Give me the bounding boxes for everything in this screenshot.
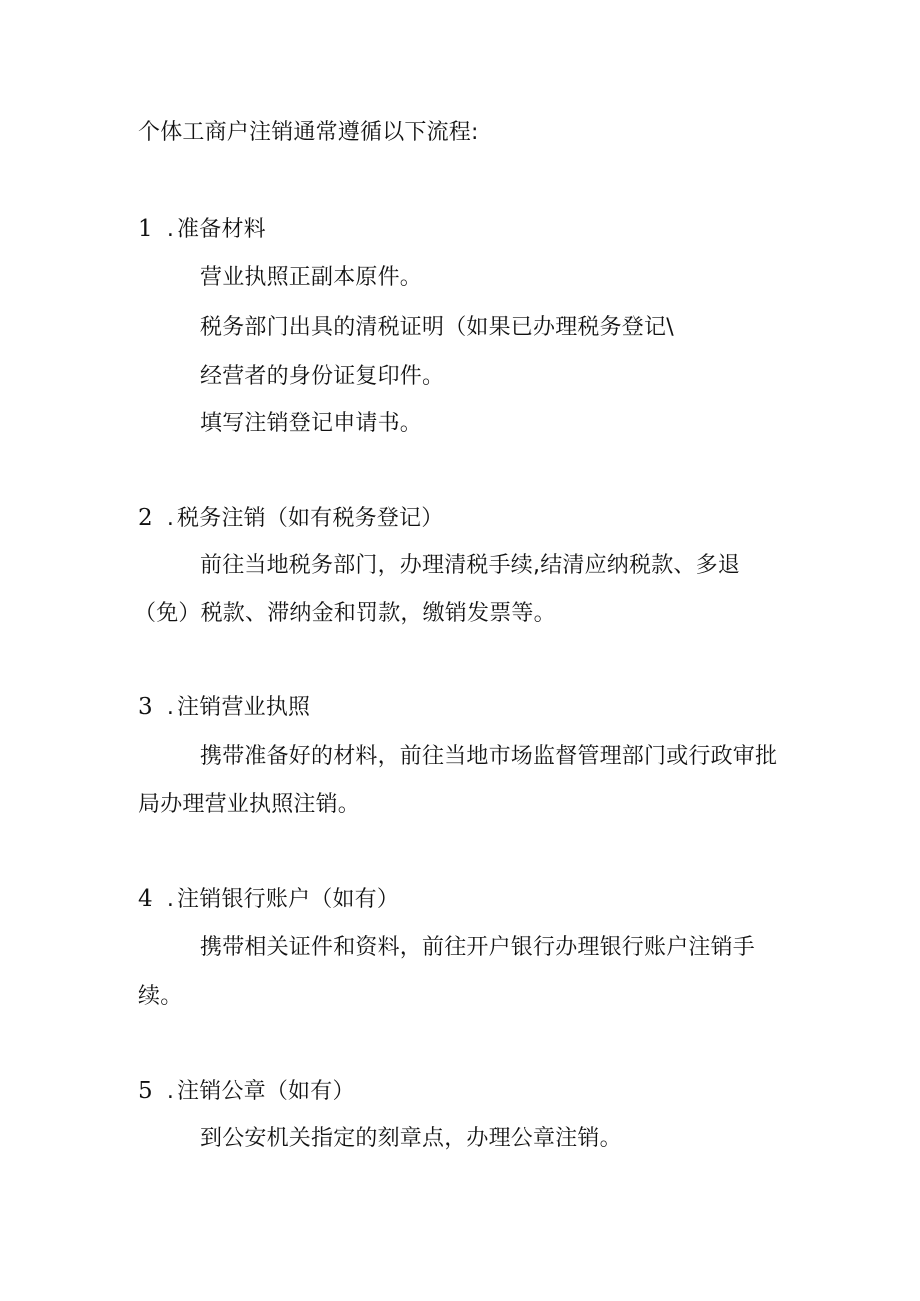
- section-2-line-2: （免）税款、滞纳金和罚款，缴销发票等。: [134, 601, 556, 626]
- section-5-heading: [138, 1076, 355, 1107]
- section-3-dot: .: [166, 695, 175, 720]
- section-3-line-1: 携带准备好的材料，前往当地市场监督管理部门或行政审批: [200, 744, 778, 769]
- section-1-dot: .: [166, 217, 175, 242]
- section-1-line-3: 经营者的身份证复印件。: [200, 364, 445, 389]
- section-5-dot: .: [166, 1079, 175, 1104]
- section-3-line-2: 局办理营业执照注销。: [138, 792, 361, 817]
- section-5-number: 5: [138, 1078, 153, 1104]
- section-1-line-4: 填写注销登记申请书。: [200, 411, 423, 436]
- section-5-title: 注销公章（如有）: [177, 1079, 355, 1104]
- section-1-number: 1: [138, 216, 153, 242]
- section-2-heading: [138, 503, 443, 534]
- section-4-title: 注销银行账户（如有）: [177, 887, 400, 912]
- section-4-dot: .: [166, 887, 175, 912]
- section-3-number: 3: [138, 694, 153, 720]
- section-3-heading: [138, 692, 310, 723]
- intro-text: 个体工商户注销通常遵循以下流程:: [138, 120, 479, 145]
- section-4-heading: [138, 884, 399, 915]
- section-2-title: 税务注销（如有税务登记）: [177, 506, 444, 531]
- section-1-heading: [138, 214, 266, 245]
- section-5-line-1: 到公安机关指定的刻章点，办理公章注销。: [200, 1126, 622, 1151]
- section-4-line-1: 携带相关证件和资料，前往开户银行办理银行账户注销手: [200, 935, 756, 960]
- section-1-line-1: 营业执照正副本原件。: [200, 265, 423, 290]
- section-4-number: 4: [138, 886, 153, 912]
- section-3-title: 注销营业执照: [177, 695, 311, 720]
- section-4-line-2: 续。: [138, 984, 183, 1009]
- section-2-line-1: 前往当地税务部门，办理清税手续,结清应纳税款、多退: [200, 553, 740, 578]
- section-2-dot: .: [166, 506, 175, 531]
- section-1-line-2: 税务部门出具的清税证明（如果已办理税务登记\: [200, 315, 674, 340]
- section-2-number: 2: [138, 505, 153, 531]
- section-1-title: 准备材料: [177, 217, 266, 242]
